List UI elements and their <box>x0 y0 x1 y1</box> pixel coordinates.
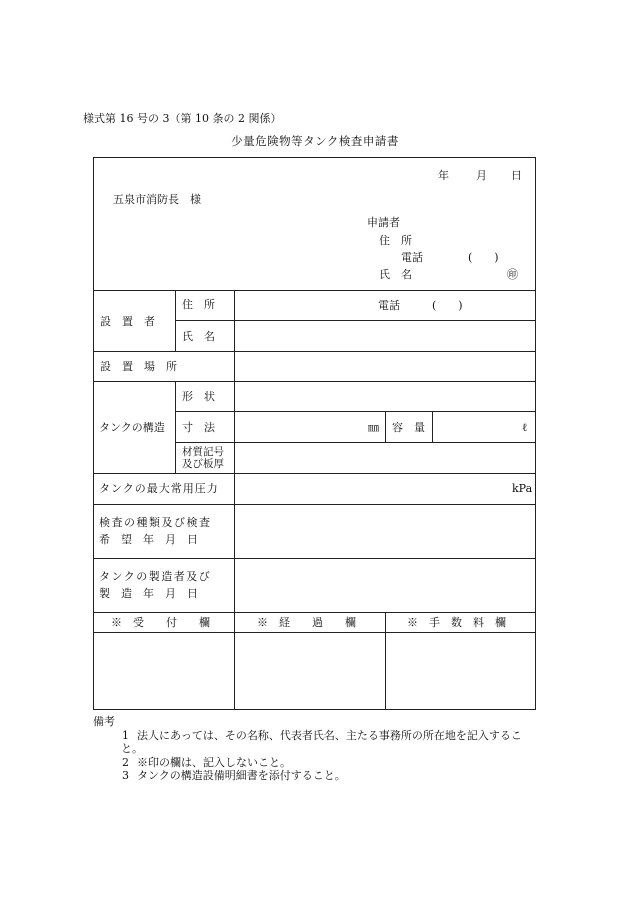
shape-label: 形 状 <box>182 390 215 403</box>
note-item-continuation <box>93 742 553 756</box>
note-item <box>93 769 553 783</box>
addressee: 五泉市消防長 様 <box>113 193 201 206</box>
applicant-phone-parens: ( ) <box>468 251 499 264</box>
note-number: 1 <box>122 728 129 742</box>
installer-label: 設 置 者 <box>100 315 155 328</box>
material-label-line2: 及び板厚 <box>182 458 224 470</box>
inspection-label-line1: 検査の種類及び検査 <box>99 516 212 529</box>
divider-inspection-bottom <box>94 558 535 559</box>
divider-structure-bottom <box>94 473 535 474</box>
seal-mark: ㊞ <box>507 268 518 281</box>
note-number: 2 <box>122 755 129 769</box>
divider-bottom-headers <box>94 632 535 633</box>
date-year: 年 <box>438 169 449 182</box>
tank-structure-label: タンクの構造 <box>99 421 165 434</box>
reception-header: ※ 受 付 欄 <box>111 616 210 629</box>
divider-manufacturer-bottom <box>94 612 535 613</box>
note-number: 3 <box>122 769 129 782</box>
progress-header: ※ 経 過 欄 <box>257 616 356 629</box>
installer-name-label: 氏 名 <box>182 330 215 343</box>
max-pressure-label: タンクの最大常用圧力 <box>99 482 219 495</box>
note-item <box>93 756 553 770</box>
form-number: 様式第 16 号の 3（第 10 条の 2 関係） <box>83 112 282 125</box>
note-text: ※印の欄は、記入しないこと。 <box>137 755 291 769</box>
divider-shape-bottom <box>175 411 535 412</box>
note-text: 法人にあっては、その名称、代表者氏名、主たる事務所の所在地を記入するこ <box>137 728 522 742</box>
installer-phone-parens: ( ) <box>432 299 463 312</box>
divider-col-main <box>234 290 235 709</box>
divider-col-capacity-right <box>432 411 433 442</box>
manufacturer-label-line2: 製 造 年 月 日 <box>99 587 198 600</box>
note-item <box>93 729 553 743</box>
divider-dimension-bottom <box>175 442 535 443</box>
date-day: 日 <box>511 169 522 182</box>
divider-installer-bottom <box>94 351 535 352</box>
note-text-cont: と。 <box>121 742 143 755</box>
capacity-label: 容 量 <box>392 421 425 434</box>
divider-top-block <box>94 290 535 291</box>
fee-header: ※ 手 数 料 欄 <box>407 616 506 629</box>
installer-phone-label: 電話 <box>378 299 400 312</box>
applicant-phone-label: 電話 <box>401 251 423 264</box>
installer-address-label: 住 所 <box>182 298 215 311</box>
mm-unit: ㎜ <box>368 421 379 434</box>
liter-unit: ℓ <box>522 421 528 434</box>
divider-col-structure <box>175 381 176 473</box>
divider-col-capacity-left <box>385 411 386 442</box>
notes-title: 備考 <box>93 715 115 728</box>
dimension-label: 寸 法 <box>182 421 215 434</box>
inspection-label-line2: 希 望 年 月 日 <box>99 533 198 546</box>
form-title: 少量危険物等タンク検査申請書 <box>231 134 399 148</box>
pressure-unit: kPa <box>512 482 533 495</box>
manufacturer-label-line1: タンクの製造者及び <box>99 570 212 583</box>
divider-col-fee <box>385 612 386 709</box>
applicant-label: 申請者 <box>367 216 400 229</box>
divider-installer-mid <box>175 320 535 321</box>
applicant-name-label: 氏 名 <box>379 268 412 281</box>
applicant-address-label: 住 所 <box>379 234 412 247</box>
divider-col-installer <box>175 290 176 351</box>
divider-location-bottom <box>94 381 535 382</box>
application-form-table <box>93 157 536 710</box>
divider-pressure-bottom <box>94 504 535 505</box>
note-text: タンクの構造設備明細書を添付すること。 <box>137 769 346 782</box>
date-month: 月 <box>476 169 487 182</box>
location-label: 設 置 場 所 <box>100 360 177 373</box>
material-label-line1: 材質記号 <box>182 446 224 458</box>
notes-section <box>93 715 553 783</box>
